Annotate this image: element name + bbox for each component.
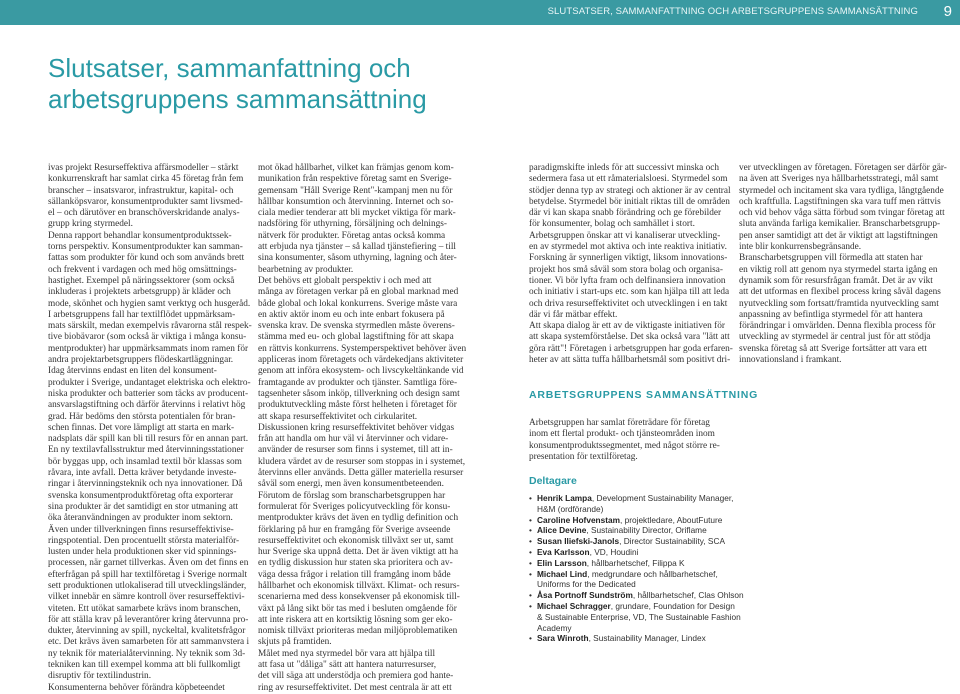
participant-role: , hållbarhetschef, Clas Ohlson [632,590,744,601]
text-line: konsumentproduktssegmentet, med något större re- [529,440,720,451]
text-line: Branscharbetsgruppen vill förmedla att staten har [739,253,923,264]
text-line: produkter i Sverige, undantaget elektriska och elektro- [48,377,251,388]
text-line: pen anser samtidigt att det är viktigt att lagstiftningen [739,230,938,241]
text-line: göra rätt"! Företagen i arbetsgruppen har goda erfaren- [529,343,733,354]
text-line: såväl som energi, men även konsumentbeteenden. [258,479,444,490]
text-line: en rättvis konkurrens. Systemperspektivet behöver även [258,343,467,354]
text-line: från att handla om hur väl vi återvinner och vidare- [258,434,449,445]
text-line: viteten. Ett utökat samarbete krävs inom branschen, [48,603,241,614]
section-heading: ARBETSGRUPPENS SAMMANSÄTTNING [529,389,759,401]
text-line: och initiativ i start-ups etc. som kan hjälpa till att leda [529,287,730,298]
participant-name: Alice Devine [537,525,587,536]
text-line: dynamik som för resursfrågan framåt. Det är av vikt [739,275,933,286]
participant-role-cont: H&M (ordförande) [537,503,604,514]
text-line: schen finnas. Det vore lämpligt att starta en mark- [48,422,235,433]
header-bar [0,0,960,25]
text-line: återvinns eller används. Detta gäller materiella resurser [258,468,464,479]
text-line: bör byggas upp, och insamlad textil bör klassas som [48,456,242,467]
text-line: växt på lång sikt bör tas med i besluten omgående för [258,603,457,614]
text-line: en tydlig diskussion hur staten ska prioritera och av- [258,558,453,569]
text-line: grad. Här bedöms den största potentialen för bran- [48,411,236,422]
text-line: förändringar i omvärlden. Denna flexibla process för [739,321,936,332]
participant-item [529,536,744,547]
text-line: sedermera fasa ut ett råmaterialsloesi. Styrmedel som [529,174,728,185]
participant-name: Eva Karlsson [537,546,590,557]
participant-name: Elin Larsson [537,557,587,568]
text-line: många av företagen verkar på en global marknad med [258,287,459,298]
text-line: I arbetsgruppens fall har textilflödet uppmärksam- [48,309,236,320]
text-line: anpassning av befintliga styrmedel för att hantera [739,309,923,320]
text-line: ringar i återvinningsteknik och nya innovationer. Då [48,479,243,490]
text-line: förklaring på hur en framgång för Sverige avseende [258,524,451,535]
text-line: disruptiv för textilindustrin. [48,671,152,682]
text-line: formulerat för Sveriges policyutveckling för konsu- [258,501,451,512]
text-line: Även under tillverkningen finns resurseffektivise- [48,524,234,535]
text-line: svenska företag så att Sverige fortsätter att vara ett [739,343,927,354]
text-line: både global och lokal konkurrens. Sverige måste vara [258,298,458,309]
text-line: öka återanvändningen av produkter inom sektorn. [48,513,233,524]
text-line: ivas projekt Resurseffektiva affärsmodeller – stärkt [48,163,239,173]
text-line: Målet med nya styrmedel bör vara att hjälpa till [258,648,436,659]
text-line: Det behövs ett globalt perspektiv i och med att [258,275,432,286]
page-title-line: Slutsatser, sammanfattning och [48,53,411,83]
text-line: nyutveckling som fortsatt/framtida nyutveckling samt [739,298,939,309]
page-title [48,53,427,115]
text-line: Diskussionen kring resurseffektivitet behöver vidgas [258,422,455,433]
participant-role: , VD, Houdini [589,546,639,557]
text-line: mentprodukter) har uppmärksammats inom ramen för [48,343,249,354]
text-line: och kraftfulla. Lagstiftningen ska vara tuff men rättvis [739,196,941,207]
text-line: En ny textilavfallsstruktur med återvinningsstationer [48,445,244,456]
text-line: ver utvecklingen av företagen. Företagen ser därför gär- [739,163,947,173]
text-line: ny teknik för materialåtervinning. Ny teknik som 3d- [48,648,246,659]
text-line: att fasa ut "dåliga" sätt att hantera naturresurser, [258,660,437,671]
text-line: utveckling av styrmedel är central just för att stödja [739,332,931,343]
text-line: ringspotential. Den procentuellt största materialför- [48,535,240,546]
text-line: en viktig roll att genom nya styrmedel starta igång en [739,264,938,275]
text-line: ring av resurseffektivitet. Det mest centrala är att ett [258,682,452,693]
text-line: sina produkter är det samtidigt en stor utmaning att [48,501,239,512]
text-line: nadsplats där spill kan bli till resurs för en annan part. [48,434,249,445]
text-line: hållbar konsumtion och återvinning. Internet och so- [258,196,454,207]
participant-item [529,493,744,515]
participants-heading: Deltagare [529,475,577,487]
text-line: betydelse. Styrmedel bör initialt riktas till de områden [529,196,730,207]
participant-name: Michael Schragger [537,600,611,611]
text-line: nomisk tillväxt prioriteras medan miljöproblematiken [258,626,458,637]
text-line: produktutveckling måste först helheten i företaget för [258,400,457,411]
participant-name: Sara Winroth [537,633,589,644]
text-line: etc. Det krävs även samarbeten för att sammanvstera i [48,637,250,648]
text-line: att skapa resurseffektivitet och cirkularitet. [258,411,418,422]
text-line: dukter, återvinning av spill, nyckeltal, kvalitetsfrågor [48,626,246,637]
participant-role: , projektledare, AboutFuture [620,514,723,525]
text-line: efterfrågan på spill har textilföretag i Sverige normalt [48,569,248,580]
participant-name: Åsa Portnoff Sundström [537,590,633,601]
text-line: där vi kan skapa snabb förändring och ge förebilder [529,208,722,219]
text-line: projekt hos små såväl som stora bolag och organisa- [529,264,723,275]
text-line: niska produkter och batterier som täcks av producent- [48,388,249,399]
text-line: hastighet. Exempel på näringssektorer (som också [48,275,235,286]
body-column-2 [258,163,467,694]
text-line: att erbjuda nya tjänster – så kallad tjänstefiering – till [258,242,457,253]
participant-item [529,558,744,569]
text-line: att det utformas en flexibel process kring såväl dagens [739,287,941,298]
text-line: mentprodukter krävs det även en tydlig definition och [258,513,459,524]
participant-item [529,515,744,526]
text-line: skjuts på framtiden. [258,637,332,648]
text-line: sluta använda farliga kemikalier. Branscharbetsgrupp- [739,219,941,230]
text-line: nadsföring för uthyrning, försäljning och delnings- [258,219,448,230]
running-title: SLUTSATSER, SAMMANFATTNING OCH ARBETSGRUPPENS SAMMANSÄTTNING [547,6,918,17]
participant-role: , hållbarhetschef, Filippa K [586,557,685,568]
text-line: ansvarslagstiftning och därför återvinns i relativt hög [48,400,246,411]
participant-role: , grundare, Foundation for Design [610,600,735,611]
text-line: resurseffektivitet och ekonomisk tillväxt ser ut, samt [258,535,454,546]
text-line: att inte riskera att en kortsiktig lösning som ger eko- [258,614,453,625]
body-column-1 [48,163,252,694]
text-line: svenska krav. De svenska styrmedlen måste överens- [258,321,455,332]
text-line: Forskning är synnerligen viktigt, liksom innovations- [529,253,728,264]
text-line: Arbetsgruppen önskar att vi kanaliserar utveckling- [529,230,721,241]
text-line: inte blir konkurrensbegränsande. [739,242,862,253]
text-line: sina konsumenter, såsom uthyrning, lagning och åter- [258,253,457,264]
text-line: hur Sverige ska uppnå detta. Det är även viktigt att ha [258,547,459,558]
text-line: bearbetning av produkter. [258,264,354,275]
participant-role: , Director Sustainability, SCA [619,536,725,547]
text-line: sett produktionen utlokaliserad till utvecklingsländer, [48,580,247,591]
text-line: branscher – insatsvaror, infrastruktur, kapital- och [48,185,234,196]
text-line: där vi får mätbar effekt. [529,309,618,320]
text-line: heter av att sätta tuffa hållbarhetsmål som positivt dri- [529,355,731,366]
text-line: scenarierna med dess konsekvenser på ekonomisk till- [258,592,460,603]
text-line: el – och därutöver en branschöverskridande analys- [48,208,240,219]
text-line: stödjer denna typ av strategi och aktioner är av central [529,185,731,196]
text-line: hållbarhet och ekonomisk tillväxt. Klimat- och resurs- [258,580,460,591]
participant-item [529,590,744,601]
body-column-3 [529,163,733,366]
participant-role: , Development Sustainability Manager, [591,493,734,503]
text-line: Konsumenterna behöver förändra köpbeteendet [48,682,225,693]
body-column-4 [739,163,947,366]
text-line: stämma med eu- och global lagstiftning för att skapa [258,332,454,343]
text-line: Idag återvinns endast en liten del konsument- [48,366,217,377]
participant-role: , Sustainability Director, Oriflame [586,525,707,536]
page-number: 9 [943,3,952,20]
text-line: mot ökad hållbarhet, vilket kan främjas genom kom- [258,163,454,173]
text-line: paradigmskifte inleds för att successivt minska och [529,163,720,173]
text-line: Förutom de förslag som branscharbetsgruppen har [258,490,446,501]
text-line: Arbetsgruppen har samlat företrädare för företag [529,418,710,428]
text-line: vilket innebär en sämre kontroll över resurseffektivi- [48,592,245,603]
text-line: en aktiv aktör inom eu och inte enbart fokusera på [258,309,445,320]
text-line: och frekvent i vardagen och med hög omsättnings- [48,264,237,275]
text-line: genom att införa ekosystem- och livscykeltänkande vid [258,366,464,377]
text-line: tagsenheter såsom inköp, tillverkning och design samt [258,388,460,399]
text-line: lusten under hela produktionen sker vid spinnings- [48,547,237,558]
participant-name: Michael Lind [537,568,588,579]
text-line: munikation från respektive företag samt en Sverige- [258,174,452,185]
text-line: sällanköpsvaror, konsumentprodukter samt livsmed- [48,196,243,207]
text-line: na även att Sveriges nya hållbarhetsstrategi, mål samt [739,174,939,185]
text-line: konkurrenskraft har samlat cirka 45 företag från fem [48,174,244,185]
text-line: att skapa systemförståelse. Det ska också vara "lätt att [529,332,730,343]
text-line: grupp kring styrmedel. [48,219,133,230]
participant-item [529,525,744,536]
participant-item [529,547,744,558]
text-line: inom ett flertal produkt- och tjänsteområden inom [529,429,715,440]
text-line: Denna rapport behandlar konsumentproduktssek- [48,230,232,241]
participant-item [529,633,744,644]
text-line: inkluderas i projektets arbetsgrupp) är kläder och [48,287,231,298]
participants-list [529,493,744,644]
text-line: framtagande av produkter och tjänster. Samtliga före- [258,377,458,388]
text-line: presentation för textilföretag. [529,451,638,462]
participant-role: , Sustainability Manager, Lindex [588,633,706,644]
text-line: processen, när garnet tillverkas. Även om det finns en [48,558,249,569]
participant-name: Henrik Lampa [537,493,592,503]
text-line: appliceras inom företagets och värdekedjans aktiviteter [258,355,464,366]
text-line: tioner. Vi bör lyfta fram och delfinansiera innovation [529,275,726,286]
text-line: andra projektarbetsgruppers flödeskartläggningar. [48,355,234,366]
text-line: och driva resurseffektivitet och utvecklingen i en takt [529,298,728,309]
section-intro [529,418,719,463]
text-line: för konsumenter, bolag och samhället i stort. [529,219,695,230]
text-line: råvara, inte avfall. Detta kräver betydande investe- [48,468,237,479]
text-line: fattas som produkter för kund och som används brett [48,253,245,264]
text-line: väga dessa frågor i relation till framgång inom både [258,569,451,580]
text-line: för att ställa krav på leverantörer kring återvunna pro- [48,614,249,625]
participant-name: Susan Iliefski-Janols [537,536,620,547]
text-line: kludera värdet av de resurser som stoppas in i systemet, [258,456,466,467]
text-line: och vid behov våga sätta förbud som tvingar företag att [739,208,945,219]
text-line: styrmedel och incitament ska vara tydliga, långtgående [739,185,944,196]
text-line: tive biobävaror (som också är viktiga i många konsu- [48,332,247,343]
text-line: mode, skönhet och hygien samt verktyg och husgeråd. [48,298,251,309]
text-line: torns perspektiv. Konsumentprodukter kan samman- [48,242,243,253]
text-line: gemensam "Håll Sverige Rent"-kampanj men nu för [258,185,453,196]
participant-item [529,569,744,591]
participant-role-cont: & Sustainable Enterprise, VD, The Sustainable Fashion Academy [537,611,741,633]
text-line: en av styrmedel mot aktiva och inte reaktiva initiativ. [529,242,727,253]
participant-item [529,601,744,633]
text-line: ciala medier tenderar att bli mycket viktiga för mark- [258,208,456,219]
text-line: tekniken kan till exempel komma att bli fullkomligt [48,660,241,671]
page-title-line: arbetsgruppens sammansättning [48,84,427,114]
text-line: svenska konsumentproduktföretag ofta exporterar [48,490,234,501]
participant-role: , medgrundare och hållbarhetschef, [587,568,718,579]
text-line: nätverk för produkter. Företag antas också komma [258,230,446,241]
text-line: det vill säga att understödja och premiera god hante- [258,671,454,682]
text-line: innovationsland i framkant. [739,355,842,366]
participant-name: Caroline Hofvenstam [537,514,620,525]
text-line: Att skapa dialog är ett av de viktigaste initiativen för [529,321,725,332]
participant-role-cont: Uniforms for the Dedicated [537,579,636,590]
text-line: använder de resurser som finns i systemet, till att in- [258,445,453,456]
text-line: mats särskilt, medan exempelvis råvarorna stål respek- [48,321,252,332]
